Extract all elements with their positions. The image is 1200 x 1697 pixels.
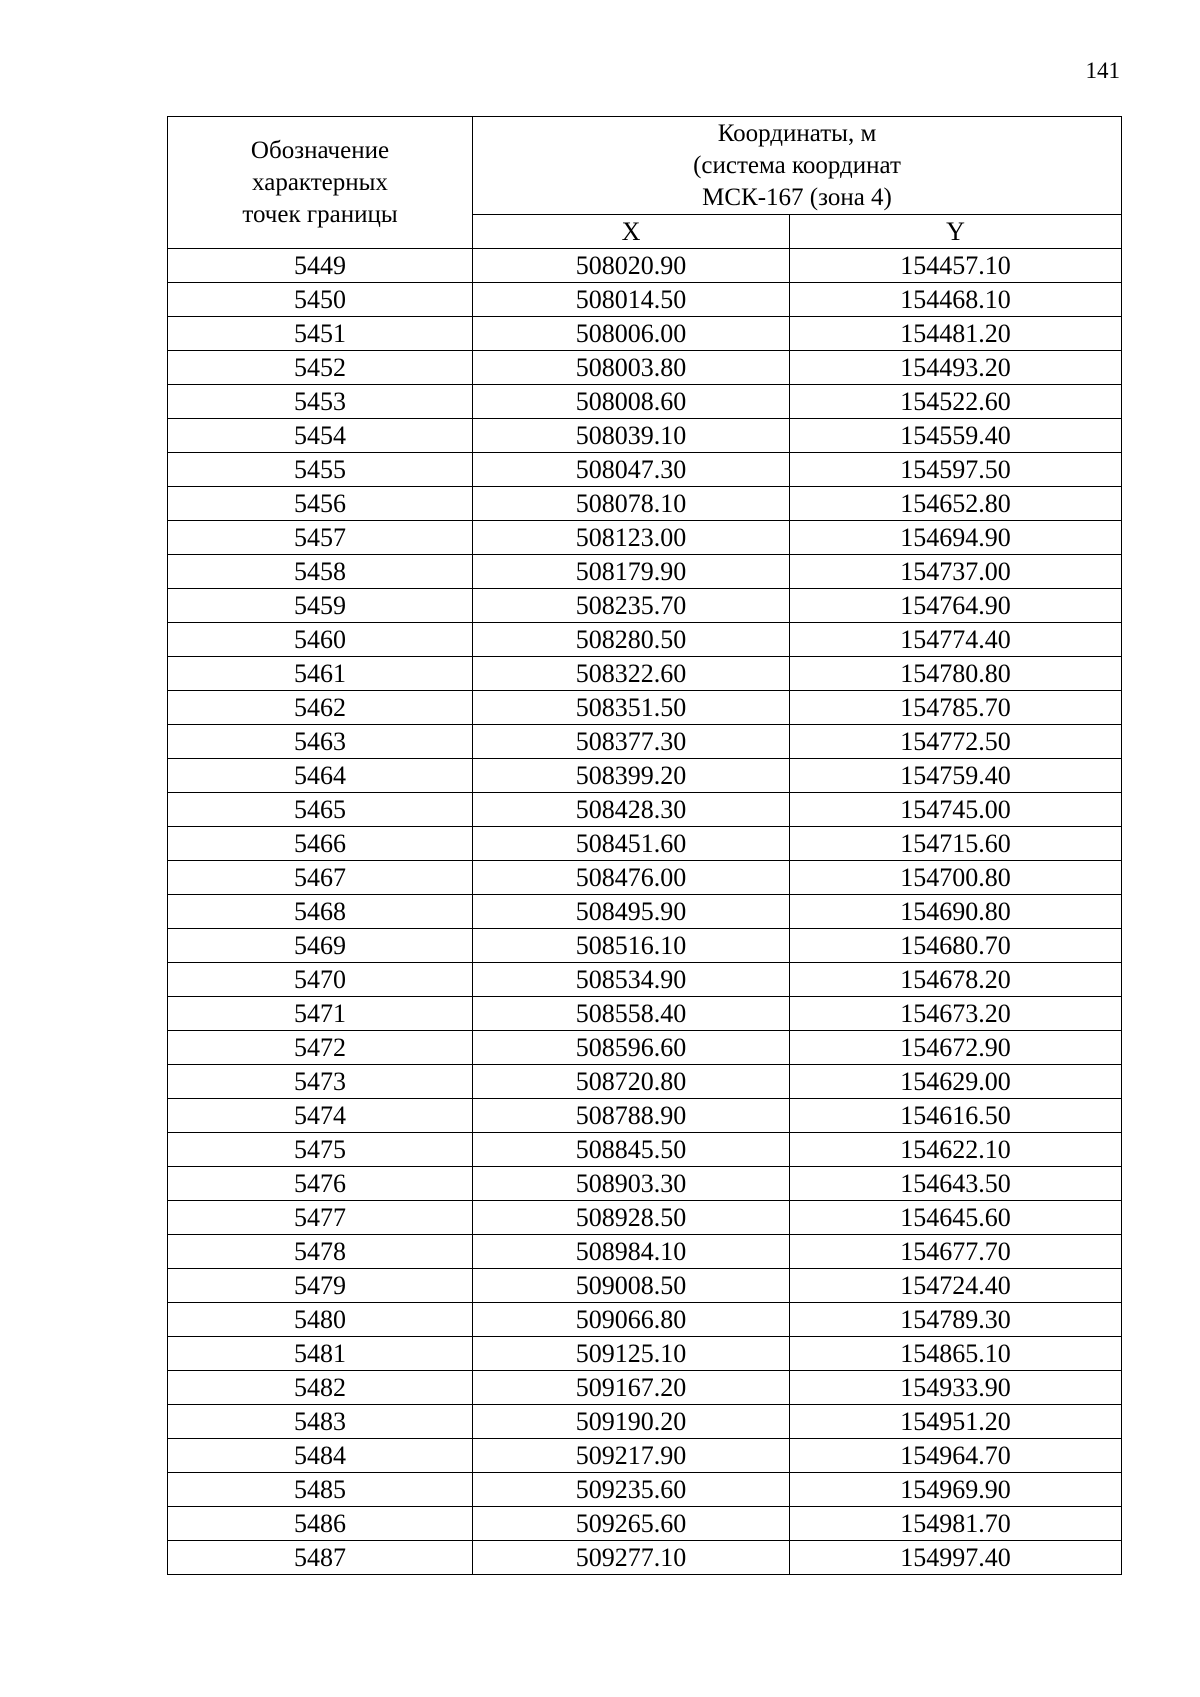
y-coordinate-cell: 154951.20: [790, 1405, 1122, 1439]
y-coordinate-cell: 154774.40: [790, 623, 1122, 657]
y-coordinate-cell: 154737.00: [790, 555, 1122, 589]
y-coordinate-cell: 154715.60: [790, 827, 1122, 861]
point-cell: 5483: [168, 1405, 473, 1439]
y-coordinate-cell: 154694.90: [790, 521, 1122, 555]
x-coordinate-cell: 508020.90: [473, 249, 790, 283]
x-coordinate-cell: 509277.10: [473, 1541, 790, 1575]
x-coordinate-cell: 508495.90: [473, 895, 790, 929]
y-coordinate-cell: 154493.20: [790, 351, 1122, 385]
table-row: [168, 1473, 1122, 1507]
coordinates-header-line: Координаты, м: [717, 119, 877, 147]
x-column-header: X: [473, 215, 790, 249]
x-coordinate-cell: 509008.50: [473, 1269, 790, 1303]
y-coordinate-cell: 154678.20: [790, 963, 1122, 997]
y-coordinate-cell: 154700.80: [790, 861, 1122, 895]
point-cell: 5454: [168, 419, 473, 453]
table-row: [168, 895, 1122, 929]
y-column-header: Y: [790, 215, 1122, 249]
y-coordinate-cell: 154597.50: [790, 453, 1122, 487]
table-row: [168, 1201, 1122, 1235]
table-row: [168, 1031, 1122, 1065]
coordinates-header: [473, 117, 1122, 215]
y-coordinate-cell: 154652.80: [790, 487, 1122, 521]
point-designation-header-line: Обозначение: [250, 136, 390, 164]
point-cell: 5467: [168, 861, 473, 895]
x-coordinate-cell: 508377.30: [473, 725, 790, 759]
point-cell: 5458: [168, 555, 473, 589]
table-row: [168, 1133, 1122, 1167]
table-row: [168, 1337, 1122, 1371]
x-coordinate-cell: 508451.60: [473, 827, 790, 861]
table-row: [168, 1065, 1122, 1099]
point-cell: 5469: [168, 929, 473, 963]
point-cell: 5474: [168, 1099, 473, 1133]
point-cell: 5481: [168, 1337, 473, 1371]
point-cell: 5485: [168, 1473, 473, 1507]
y-coordinate-cell: 154690.80: [790, 895, 1122, 929]
table-row: [168, 351, 1122, 385]
point-cell: 5479: [168, 1269, 473, 1303]
table-row: [168, 589, 1122, 623]
table-row: [168, 1235, 1122, 1269]
point-cell: 5459: [168, 589, 473, 623]
point-cell: 5450: [168, 283, 473, 317]
x-coordinate-cell: 508235.70: [473, 589, 790, 623]
x-coordinate-cell: 508280.50: [473, 623, 790, 657]
table-row: [168, 521, 1122, 555]
page-number: 141: [1085, 58, 1120, 83]
table-row: [168, 555, 1122, 589]
x-coordinate-cell: 508720.80: [473, 1065, 790, 1099]
x-coordinate-cell: 509066.80: [473, 1303, 790, 1337]
y-coordinate-cell: 154616.50: [790, 1099, 1122, 1133]
y-coordinate-cell: 154745.00: [790, 793, 1122, 827]
x-coordinate-cell: 508476.00: [473, 861, 790, 895]
point-cell: 5465: [168, 793, 473, 827]
y-coordinate-cell: 154677.70: [790, 1235, 1122, 1269]
x-coordinate-cell: 508788.90: [473, 1099, 790, 1133]
y-coordinate-cell: 154969.90: [790, 1473, 1122, 1507]
point-cell: 5472: [168, 1031, 473, 1065]
point-cell: 5451: [168, 317, 473, 351]
x-coordinate-cell: 508179.90: [473, 555, 790, 589]
y-coordinate-cell: 154780.80: [790, 657, 1122, 691]
x-coordinate-cell: 508903.30: [473, 1167, 790, 1201]
x-coordinate-cell: 508123.00: [473, 521, 790, 555]
x-coordinate-cell: 508351.50: [473, 691, 790, 725]
point-cell: 5452: [168, 351, 473, 385]
table-row: [168, 1507, 1122, 1541]
y-coordinate-cell: 154865.10: [790, 1337, 1122, 1371]
x-coordinate-cell: 508399.20: [473, 759, 790, 793]
point-designation-header-line: характерных: [252, 168, 388, 196]
point-cell: 5480: [168, 1303, 473, 1337]
point-cell: 5466: [168, 827, 473, 861]
y-coordinate-cell: 154785.70: [790, 691, 1122, 725]
point-cell: 5487: [168, 1541, 473, 1575]
table-row: [168, 1439, 1122, 1473]
point-cell: 5468: [168, 895, 473, 929]
y-coordinate-cell: 154680.70: [790, 929, 1122, 963]
point-cell: 5482: [168, 1371, 473, 1405]
table-row: [168, 759, 1122, 793]
x-coordinate-cell: 509217.90: [473, 1439, 790, 1473]
y-coordinate-cell: 154522.60: [790, 385, 1122, 419]
x-coordinate-cell: 508558.40: [473, 997, 790, 1031]
point-cell: 5473: [168, 1065, 473, 1099]
x-coordinate-cell: 509235.60: [473, 1473, 790, 1507]
x-coordinate-cell: 508845.50: [473, 1133, 790, 1167]
point-designation-header-line: точек границы: [242, 200, 398, 228]
table-row: [168, 623, 1122, 657]
y-coordinate-cell: 154645.60: [790, 1201, 1122, 1235]
table-row: [168, 725, 1122, 759]
x-coordinate-cell: 509125.10: [473, 1337, 790, 1371]
x-coordinate-cell: 508516.10: [473, 929, 790, 963]
y-coordinate-cell: 154981.70: [790, 1507, 1122, 1541]
y-coordinate-cell: 154559.40: [790, 419, 1122, 453]
table-row: [168, 1371, 1122, 1405]
x-coordinate-cell: 508039.10: [473, 419, 790, 453]
y-coordinate-cell: 154672.90: [790, 1031, 1122, 1065]
y-coordinate-cell: 154673.20: [790, 997, 1122, 1031]
x-coordinate-cell: 508984.10: [473, 1235, 790, 1269]
point-cell: 5463: [168, 725, 473, 759]
point-cell: 5456: [168, 487, 473, 521]
table-row: [168, 691, 1122, 725]
x-coordinate-cell: 509265.60: [473, 1507, 790, 1541]
y-coordinate-cell: 154764.90: [790, 589, 1122, 623]
point-cell: 5460: [168, 623, 473, 657]
table-row: [168, 1099, 1122, 1133]
table-row: [168, 385, 1122, 419]
x-coordinate-cell: 508006.00: [473, 317, 790, 351]
point-cell: 5478: [168, 1235, 473, 1269]
table-row: [168, 1405, 1122, 1439]
table-row: [168, 861, 1122, 895]
y-coordinate-cell: 154629.00: [790, 1065, 1122, 1099]
table-row: [168, 1167, 1122, 1201]
x-coordinate-cell: 508534.90: [473, 963, 790, 997]
table-row: [168, 317, 1122, 351]
table-row: [168, 997, 1122, 1031]
coordinates-header-line: МСК-167 (зона 4): [702, 183, 892, 211]
table-row: [168, 283, 1122, 317]
x-coordinate-cell: 508322.60: [473, 657, 790, 691]
point-cell: 5455: [168, 453, 473, 487]
x-coordinate-cell: 508928.50: [473, 1201, 790, 1235]
table-row: [168, 1303, 1122, 1337]
table-row: [168, 487, 1122, 521]
point-cell: 5477: [168, 1201, 473, 1235]
table-row: [168, 1541, 1122, 1575]
y-coordinate-cell: 154724.40: [790, 1269, 1122, 1303]
x-coordinate-cell: 508428.30: [473, 793, 790, 827]
table-row: [168, 249, 1122, 283]
point-cell: 5484: [168, 1439, 473, 1473]
y-coordinate-cell: 154481.20: [790, 317, 1122, 351]
x-coordinate-cell: 508047.30: [473, 453, 790, 487]
point-cell: 5461: [168, 657, 473, 691]
table-body: [168, 249, 1122, 1575]
table-row: [168, 793, 1122, 827]
point-cell: 5462: [168, 691, 473, 725]
y-coordinate-cell: 154622.10: [790, 1133, 1122, 1167]
x-coordinate-cell: 508596.60: [473, 1031, 790, 1065]
point-cell: 5471: [168, 997, 473, 1031]
table-row: [168, 419, 1122, 453]
point-cell: 5453: [168, 385, 473, 419]
table-row: [168, 657, 1122, 691]
table-row: [168, 453, 1122, 487]
point-cell: 5464: [168, 759, 473, 793]
point-cell: 5457: [168, 521, 473, 555]
point-designation-header: [168, 117, 473, 249]
y-coordinate-cell: 154759.40: [790, 759, 1122, 793]
x-coordinate-cell: 509190.20: [473, 1405, 790, 1439]
table-row: [168, 827, 1122, 861]
table-row: [168, 963, 1122, 997]
x-coordinate-cell: 509167.20: [473, 1371, 790, 1405]
y-coordinate-cell: 154468.10: [790, 283, 1122, 317]
y-coordinate-cell: 154643.50: [790, 1167, 1122, 1201]
x-coordinate-cell: 508014.50: [473, 283, 790, 317]
x-coordinate-cell: 508078.10: [473, 487, 790, 521]
point-cell: 5470: [168, 963, 473, 997]
point-cell: 5449: [168, 249, 473, 283]
coordinates-header-line: (система координат: [693, 151, 901, 179]
x-coordinate-cell: 508003.80: [473, 351, 790, 385]
point-cell: 5475: [168, 1133, 473, 1167]
table-row: [168, 1269, 1122, 1303]
point-cell: 5486: [168, 1507, 473, 1541]
y-coordinate-cell: 154933.90: [790, 1371, 1122, 1405]
y-coordinate-cell: 154457.10: [790, 249, 1122, 283]
y-coordinate-cell: 154997.40: [790, 1541, 1122, 1575]
y-coordinate-cell: 154964.70: [790, 1439, 1122, 1473]
table-header: [168, 117, 1122, 249]
x-coordinate-cell: 508008.60: [473, 385, 790, 419]
coordinates-table: [167, 116, 1122, 1575]
y-coordinate-cell: 154789.30: [790, 1303, 1122, 1337]
point-cell: 5476: [168, 1167, 473, 1201]
table-row: [168, 929, 1122, 963]
y-coordinate-cell: 154772.50: [790, 725, 1122, 759]
